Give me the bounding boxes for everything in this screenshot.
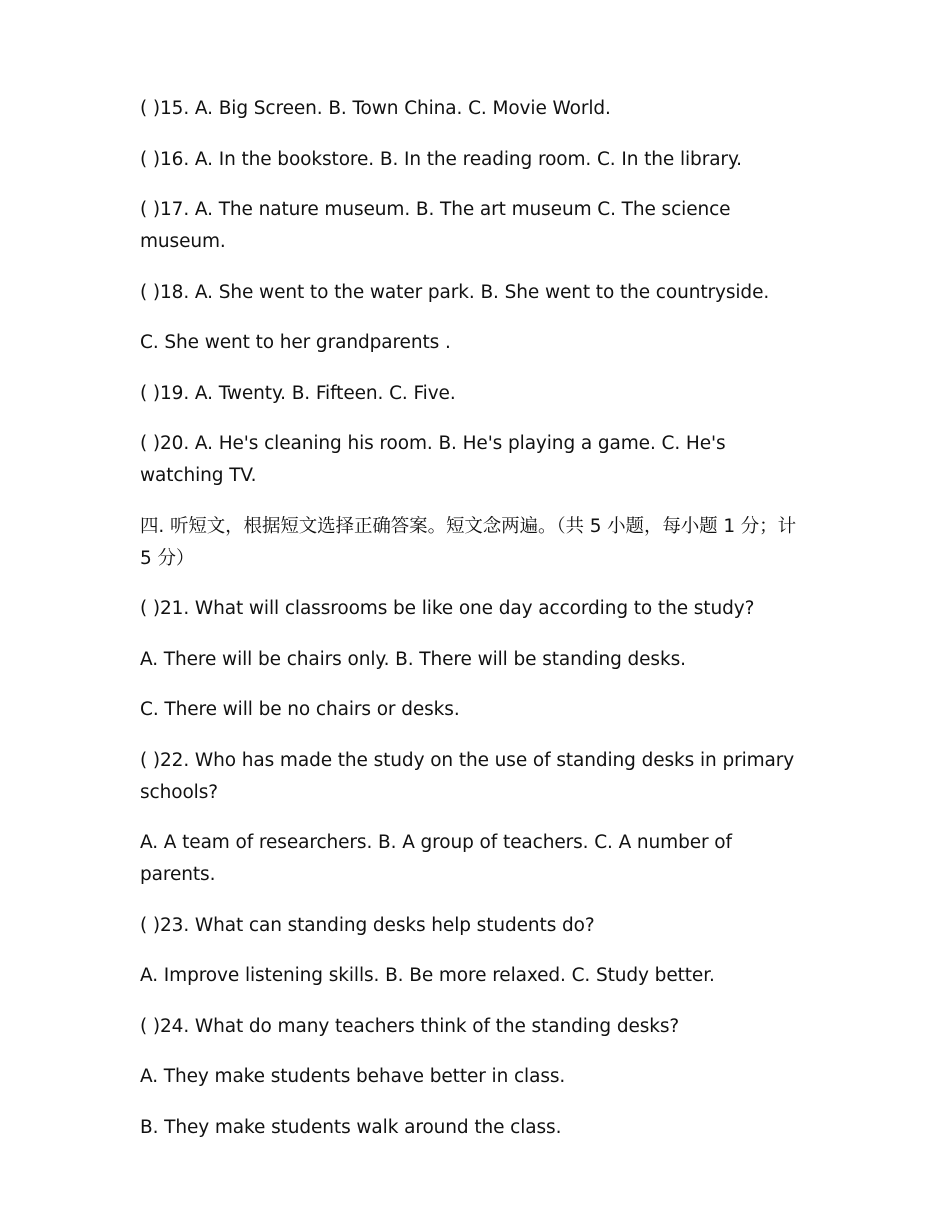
document-body bbox=[140, 93, 810, 1162]
question-23: ( )23. What can standing desks help students do? bbox=[140, 914, 595, 936]
question-22-options: A. A team of researchers. B. A group of teachers. C. A number of parents. bbox=[140, 832, 732, 885]
question-21-options-ab: A. There will be chairs only. B. There will be standing desks. bbox=[140, 648, 686, 670]
question-18: ( )18. A. She went to the water park. B. She went to the countryside. bbox=[140, 281, 770, 303]
question-15: ( )15. A. Big Screen. B. Town China. C. Movie World. bbox=[140, 98, 611, 119]
question-24: ( )24. What do many teachers think of the standing desks? bbox=[140, 1015, 680, 1037]
question-21-option-c: C. There will be no chairs or desks. bbox=[140, 699, 460, 720]
section-four-heading: 四. 听短文，根据短文选择正确答案。短文念两遍。（共 5 小题，每小题 1 分；计 5 分） bbox=[140, 515, 796, 569]
question-17: ( )17. A. The nature museum. B. The art museum C. The science museum. bbox=[140, 199, 731, 252]
question-21: ( )21. What will classrooms be like one day according to the study? bbox=[140, 598, 755, 619]
question-24-option-b: B. They make students walk around the class. bbox=[140, 1116, 562, 1138]
question-24-option-a: A. They make students behave better in class. bbox=[140, 1066, 566, 1087]
question-22: ( )22. Who has made the study on the use of standing desks in primary schools? bbox=[140, 749, 795, 803]
question-16: ( )16. A. In the bookstore. B. In the reading room. C. In the library. bbox=[140, 148, 742, 170]
question-19: ( )19. A. Twenty. B. Fifteen. C. Five. bbox=[140, 382, 456, 404]
question-18-option-c: C. She went to her grandparents . bbox=[140, 332, 451, 353]
question-23-options: A. Improve listening skills. B. Be more relaxed. C. Study better. bbox=[140, 965, 715, 986]
question-20: ( )20. A. He's cleaning his room. B. He's playing a game. C. He's watching TV. bbox=[140, 433, 726, 486]
